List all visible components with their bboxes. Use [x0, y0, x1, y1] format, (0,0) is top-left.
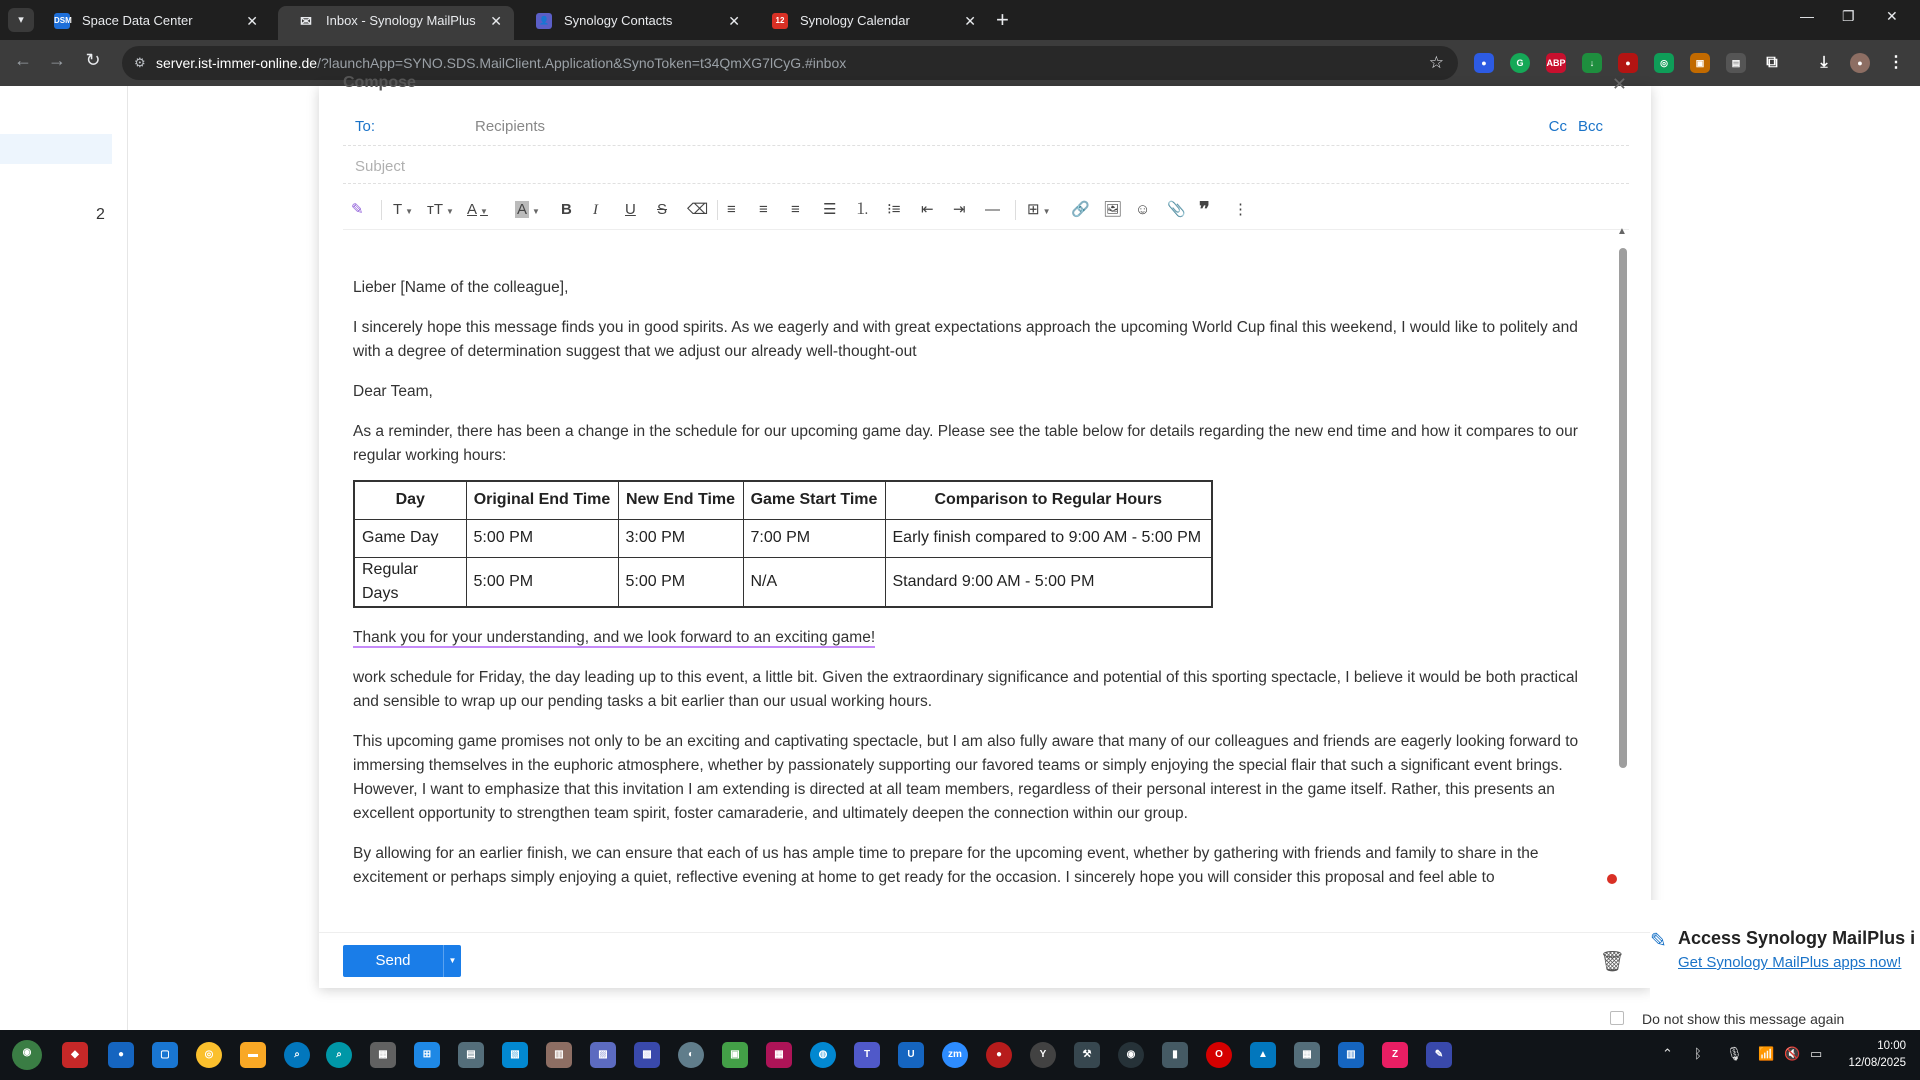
- battery-icon[interactable]: ▭: [1810, 1046, 1823, 1061]
- app-photo-icon[interactable]: ▧: [502, 1042, 528, 1068]
- teams-icon[interactable]: T: [854, 1042, 880, 1068]
- zoom-icon[interactable]: zm: [942, 1042, 968, 1068]
- font-size-icon[interactable]: тT ▼: [427, 201, 454, 218]
- align-justify-icon[interactable]: ☰: [823, 201, 837, 218]
- table-row: [354, 519, 1212, 557]
- horizontal-rule-icon[interactable]: —: [985, 201, 1000, 218]
- folder-unread-count: 2: [96, 206, 105, 223]
- sidebar-selected-folder[interactable]: [0, 134, 112, 164]
- body-paragraph: This upcoming game promises not only to be an exciting and captivating spectacle, but I am also fully aware that many of our colleagues and friends are eagerly looking forward to immersing themselves in the euphoric atmosphere, whether by passionately supporting our favored teams or simply enjoying the special flair that such a significant event brings. However, I want to emphasize that this invitation I am extending is directed at all team members, regardless of their personal interest in the game itself. Rather, this presents an excellent opportunity to strengthen team spirit, foster camaraderie, and ultimately deepen the connection within our group.: [353, 732, 1579, 822]
- file-explorer-icon[interactable]: ▬: [240, 1042, 266, 1068]
- url-host: server.ist-immer-online.de: [156, 55, 318, 71]
- tray-overflow-icon[interactable]: ⌃: [1662, 1046, 1673, 1061]
- volume-muted-icon[interactable]: 🔇: [1784, 1046, 1801, 1061]
- downloads-icon[interactable]: ⤓: [1820, 54, 1828, 71]
- scroll-up-arrow-icon[interactable]: ▲: [1617, 226, 1627, 237]
- app-green-icon[interactable]: ▣: [722, 1042, 748, 1068]
- scrollbar-thumb[interactable]: [1619, 248, 1627, 768]
- windows-taskbar: [0, 1030, 1920, 1080]
- to-label[interactable]: To:: [355, 118, 376, 135]
- bcc-link[interactable]: Bcc: [1577, 118, 1603, 135]
- app-grid-icon[interactable]: ⊞: [414, 1042, 440, 1068]
- table-icon[interactable]: ⊞ ▼: [1027, 201, 1051, 218]
- ai-writing-icon[interactable]: ✎: [351, 201, 364, 218]
- greeting-line: Lieber [Name of the colleague],: [353, 279, 569, 296]
- discard-trash-icon[interactable]: 🗑: [1599, 951, 1625, 973]
- browser-toolbar: [0, 40, 1920, 86]
- link-icon[interactable]: 🔗: [1071, 201, 1090, 218]
- body-paragraph: I sincerely hope this message finds you in good spirits. As we eagerly and with great expectations approach the upcoming World Cup final this weekend, I would like to politely and with a degree of determination suggest that we adjust our already well-thought-out: [353, 319, 1578, 360]
- adblock-icon[interactable]: ABP: [1546, 53, 1566, 73]
- app-notes-icon[interactable]: ▥: [546, 1042, 572, 1068]
- mail-sidebar: [0, 86, 128, 1030]
- app-badge-icon[interactable]: ●: [108, 1042, 134, 1068]
- text-color-icon[interactable]: A ▼: [467, 201, 488, 218]
- reload-icon[interactable]: ↻: [85, 50, 101, 70]
- numbered-list-icon[interactable]: ⒈: [855, 201, 871, 218]
- notification-title: Access Synology MailPlus i: [1678, 928, 1916, 948]
- minimize-icon[interactable]: —: [1800, 8, 1814, 24]
- mail-favicon-icon: ✉: [300, 13, 312, 29]
- table-header: Original End Time: [466, 481, 618, 519]
- underline-icon[interactable]: U: [625, 201, 636, 218]
- clear-format-icon[interactable]: ⌫: [687, 201, 709, 218]
- wifi-icon[interactable]: 📶: [1758, 1046, 1775, 1061]
- bluetooth-icon[interactable]: ᛒ: [1694, 1046, 1702, 1061]
- table-header: Day: [354, 481, 466, 519]
- search-app-icon[interactable]: ⌕: [284, 1042, 310, 1068]
- italic-icon[interactable]: I: [593, 202, 598, 218]
- table-header: New End Time: [618, 481, 743, 519]
- bold-icon[interactable]: B: [561, 201, 572, 218]
- subject-row: [343, 150, 1629, 184]
- extension-gray-icon[interactable]: ▤: [1726, 53, 1746, 73]
- calculator-app-icon[interactable]: ▦: [370, 1042, 396, 1068]
- toolbar-divider: [717, 200, 718, 220]
- dont-show-again-label[interactable]: Do not show this message again: [1642, 1011, 1845, 1027]
- send-button[interactable]: Send: [343, 945, 443, 977]
- toolbar-divider: [381, 200, 382, 220]
- cc-link[interactable]: Cc: [1548, 118, 1567, 135]
- app-building-icon[interactable]: ▥: [1338, 1042, 1364, 1068]
- formatting-toolbar: [343, 190, 1629, 230]
- extension-red-icon[interactable]: ●: [1618, 53, 1638, 73]
- contacts-favicon-icon: 👤: [536, 13, 552, 29]
- strikethrough-icon[interactable]: S: [657, 201, 668, 218]
- new-tab-button[interactable]: +: [996, 7, 1009, 32]
- table-cell: Standard 9:00 AM - 5:00 PM: [885, 557, 1212, 607]
- compose-close-icon[interactable]: ✕: [1611, 74, 1627, 94]
- clock-date: 12/08/2025: [1848, 1057, 1906, 1069]
- tab-search-menu-button[interactable]: ▾: [8, 8, 34, 32]
- browser-tab-strip: [0, 0, 1920, 40]
- back-arrow-icon[interactable]: ←: [14, 50, 32, 70]
- table-cell: Game Day: [354, 519, 466, 557]
- magnifier-app-icon[interactable]: ⌕: [326, 1042, 352, 1068]
- compose-title: Compose: [343, 74, 416, 91]
- table-header-row: [354, 481, 1212, 519]
- browser-menu-icon[interactable]: ⋮: [1888, 54, 1904, 71]
- grammar-check-indicator-icon[interactable]: [1607, 874, 1617, 884]
- profile-avatar[interactable]: ●: [1850, 53, 1870, 73]
- table-cell: Regular Days: [354, 557, 466, 607]
- dsm-favicon-icon: DSM: [54, 13, 70, 29]
- tab-synology-contacts[interactable]: [516, 6, 752, 40]
- extension-icon[interactable]: ●: [1474, 53, 1494, 73]
- tab-title: Space Data Center: [82, 13, 193, 28]
- calendar-favicon-icon: 12: [772, 13, 788, 29]
- subject-input[interactable]: Subject: [355, 158, 406, 175]
- record-icon[interactable]: ●: [986, 1042, 1012, 1068]
- app-chart-icon[interactable]: ▲: [1250, 1042, 1276, 1068]
- table-cell: 7:00 PM: [743, 519, 885, 557]
- site-settings-icon[interactable]: ⚙: [134, 55, 146, 70]
- extension-green-icon[interactable]: ◎: [1654, 53, 1674, 73]
- highlight-color-icon[interactable]: A ▼: [517, 201, 540, 218]
- reminder-paragraph: As a reminder, there has been a change in the schedule for our upcoming game day. Please see the table below for details regarding the new end time and how it compares to our regular working hours:: [353, 423, 1578, 464]
- bullet-list-icon[interactable]: ⁝≡: [887, 201, 901, 218]
- forward-arrow-icon[interactable]: →: [48, 50, 66, 70]
- window-close-icon[interactable]: ✕: [1886, 8, 1898, 24]
- app-circle-icon[interactable]: ◐: [678, 1042, 704, 1068]
- dont-show-again-row: [1586, 1008, 1920, 1030]
- recipients-input[interactable]: Recipients: [475, 118, 546, 135]
- schedule-table: [353, 480, 1213, 608]
- compose-window: [319, 74, 1651, 988]
- align-right-icon[interactable]: ≡: [791, 201, 800, 218]
- table-cell: 5:00 PM: [466, 519, 618, 557]
- close-icon[interactable]: ✕: [490, 13, 502, 29]
- extensions-puzzle-icon[interactable]: ⧉: [1766, 54, 1778, 71]
- microphone-icon[interactable]: 🎙: [1726, 1046, 1743, 1061]
- font-family-icon[interactable]: T ▼: [393, 201, 414, 218]
- table-header: Game Start Time: [743, 481, 885, 519]
- app-edge-icon[interactable]: ◍: [810, 1042, 836, 1068]
- table-cell: N/A: [743, 557, 885, 607]
- thanks-text: Thank you for your understanding, and we look forward to an exciting game!: [353, 628, 876, 646]
- chrome-icon[interactable]: ◎: [196, 1042, 222, 1068]
- tab-title: Synology Calendar: [800, 13, 910, 28]
- app-y-icon[interactable]: Y: [1030, 1042, 1056, 1068]
- app-device-icon[interactable]: ▮: [1162, 1042, 1188, 1068]
- to-row: [343, 114, 1629, 146]
- attachment-icon[interactable]: 📎: [1167, 201, 1186, 218]
- editor-scrollbar[interactable]: [1617, 226, 1627, 866]
- tab-title: Inbox - Synology MailPlus: [326, 13, 476, 28]
- emoji-icon[interactable]: ☺: [1135, 201, 1151, 218]
- opera-icon[interactable]: O: [1206, 1042, 1232, 1068]
- app-screen-icon[interactable]: ▩: [634, 1042, 660, 1068]
- app-pen-icon[interactable]: ✎: [1426, 1042, 1452, 1068]
- get-apps-link[interactable]: Get Synology MailPlus apps now!: [1678, 954, 1902, 971]
- app-doc-icon[interactable]: ▤: [458, 1042, 484, 1068]
- body-paragraph: By allowing for an earlier finish, we can ensure that each of us has ample time to prepare for the upcoming event, whether by gathering with friends and family to share in the excitement or perhaps simply enjoying a quiet, reflective evening at home to get ready for the occasion. I sincerely hope you will consider this proposal and feel able to: [353, 844, 1539, 886]
- indent-icon[interactable]: ⇥: [953, 201, 966, 218]
- restore-icon[interactable]: ❐: [1842, 8, 1855, 24]
- close-icon[interactable]: ✕: [246, 13, 258, 29]
- app-window-icon[interactable]: ▢: [152, 1042, 178, 1068]
- app-media-icon[interactable]: ▨: [590, 1042, 616, 1068]
- send-options-dropdown-icon[interactable]: ▼: [443, 945, 461, 977]
- image-icon[interactable]: 🖼: [1103, 201, 1123, 218]
- table-row: [354, 557, 1212, 607]
- address-bar[interactable]: [122, 46, 1458, 80]
- compose-footer: [319, 932, 1651, 988]
- download-extension-icon[interactable]: ↓: [1582, 53, 1602, 73]
- tab-synology-calendar[interactable]: [752, 6, 988, 40]
- app-tools-icon[interactable]: ⚒: [1074, 1042, 1100, 1068]
- dear-team-line: Dear Team,: [353, 383, 433, 400]
- close-icon[interactable]: ✕: [728, 13, 740, 29]
- toolbar-divider: [1015, 200, 1016, 220]
- message-body-editor[interactable]: [353, 276, 1605, 906]
- thanks-line: [353, 626, 1605, 650]
- table-cell: 3:00 PM: [618, 519, 743, 557]
- outdent-icon[interactable]: ⇤: [921, 201, 934, 218]
- body-paragraph: work schedule for Friday, the day leading up to this event, a little bit. Given the extraordinary significance and potential of this sporting spectacle, I believe it would be both practical and sensible to wrap up our pending tasks a bit earlier than our usual working hours.: [353, 668, 1578, 710]
- clock-time: 10:00: [1877, 1040, 1906, 1052]
- app-calendar-icon[interactable]: ▦: [766, 1042, 792, 1068]
- table-cell: Early finish compared to 9:00 AM - 5:00 PM: [885, 519, 1212, 557]
- app-disc-icon[interactable]: ◉: [1118, 1042, 1144, 1068]
- table-header: Comparison to Regular Hours: [885, 481, 1212, 519]
- align-center-icon[interactable]: ≡: [759, 201, 768, 218]
- quote-icon[interactable]: ❞: [1199, 199, 1210, 221]
- mailplus-pen-icon: ✎: [1650, 930, 1667, 952]
- close-icon[interactable]: ✕: [964, 13, 976, 29]
- app-u-icon[interactable]: U: [898, 1042, 924, 1068]
- table-cell: 5:00 PM: [618, 557, 743, 607]
- system-clock[interactable]: [1848, 1038, 1906, 1072]
- tab-title: Synology Contacts: [564, 13, 673, 28]
- extension-orange-icon[interactable]: ▣: [1690, 53, 1710, 73]
- align-left-icon[interactable]: ≡: [727, 201, 736, 218]
- app-shield-icon[interactable]: ◆: [62, 1042, 88, 1068]
- url-path: /?launchApp=SYNO.SDS.MailClient.Application&SynoToken=t34QmXG7lCyG.#inbox: [317, 55, 847, 71]
- more-options-icon[interactable]: ⋮: [1233, 201, 1248, 218]
- grammarly-icon[interactable]: G: [1510, 53, 1530, 73]
- app-calc-icon[interactable]: ▦: [1294, 1042, 1320, 1068]
- tab-inbox-mailplus[interactable]: [278, 6, 514, 40]
- tab-space-data-center[interactable]: [34, 6, 270, 40]
- app-pink-icon[interactable]: Z: [1382, 1042, 1408, 1068]
- bookmark-star-icon[interactable]: ☆: [1428, 53, 1444, 72]
- dont-show-again-checkbox[interactable]: [1610, 1011, 1624, 1025]
- start-globe-icon[interactable]: ◉: [12, 1040, 42, 1070]
- table-cell: 5:00 PM: [466, 557, 618, 607]
